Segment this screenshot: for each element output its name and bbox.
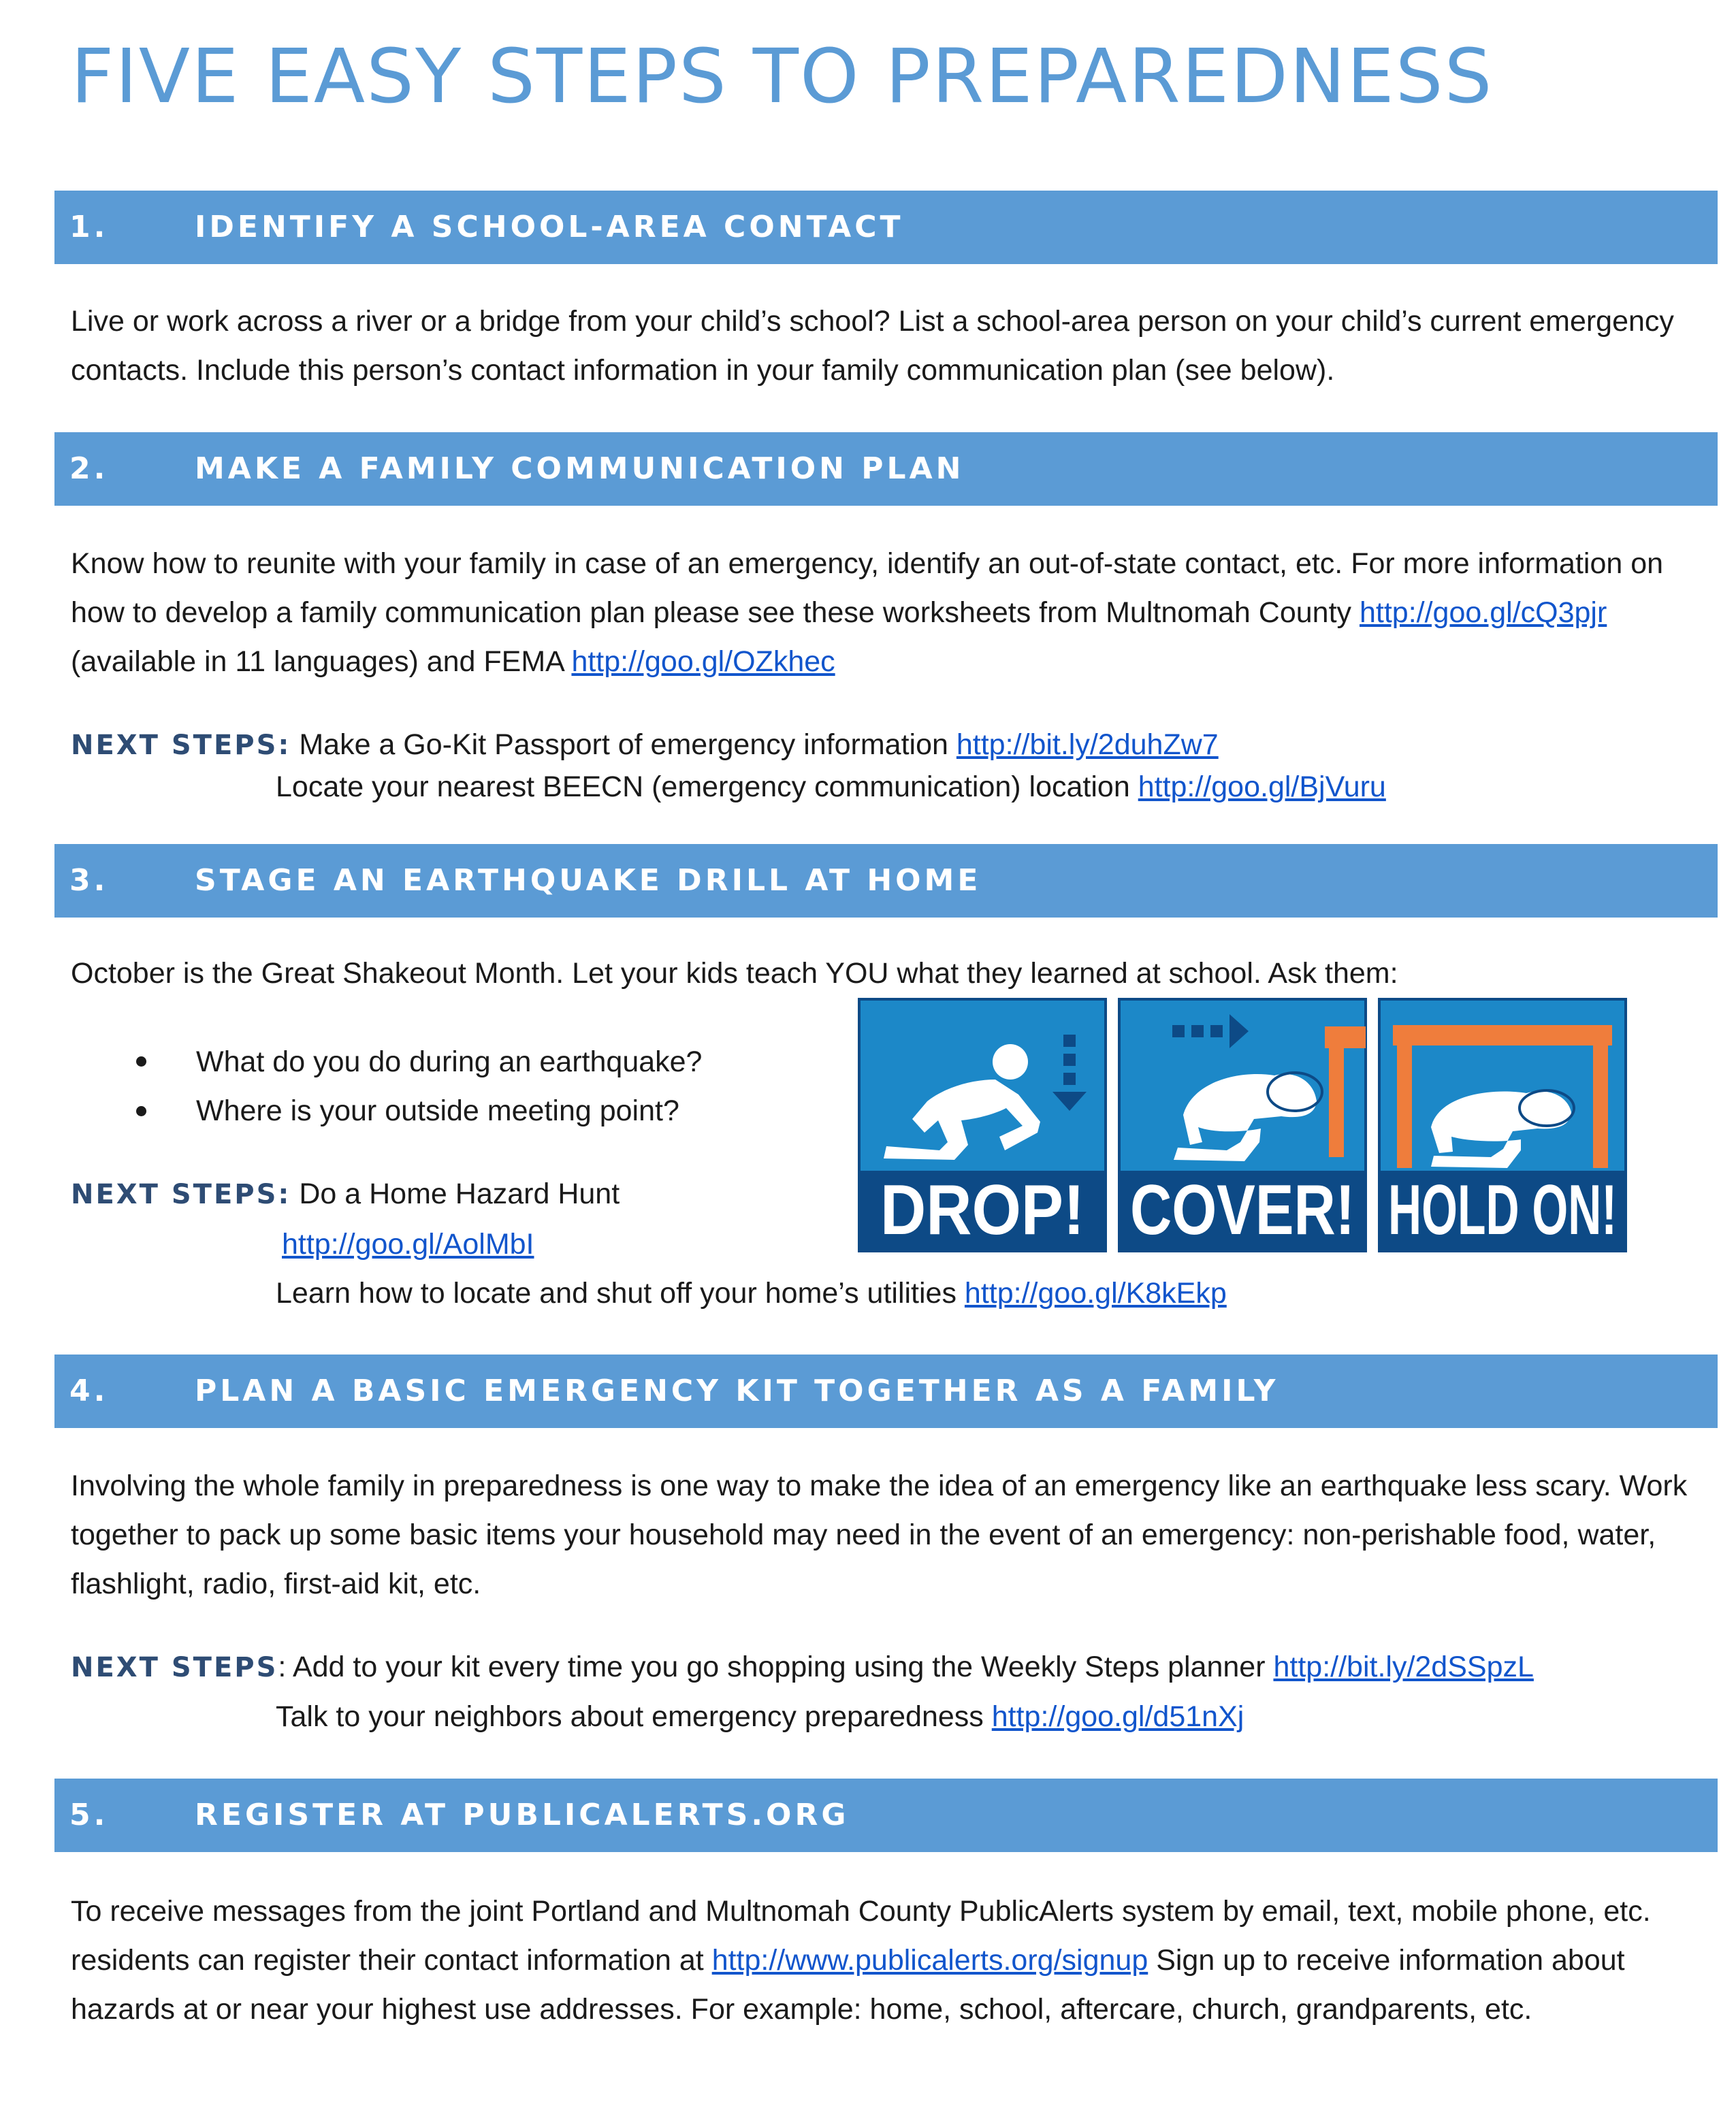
section-5-body-post: Sign up to receive information about hazards at or near your highest use addresses. For example: home, school, aftercare, church, grandparents, etc. xyxy=(71,1944,1625,2026)
section-3-header xyxy=(54,844,1718,918)
fema-link[interactable]: http://goo.gl/OZkhec xyxy=(571,645,835,678)
table-top-icon xyxy=(1393,1025,1612,1045)
next-step-text: Talk to your neighbors about emergency preparedness xyxy=(276,1700,992,1733)
table-leg-icon xyxy=(1397,1045,1412,1168)
section-2-header xyxy=(54,432,1718,506)
section-4-next-steps-1 xyxy=(71,1645,1534,1689)
section-5-header xyxy=(54,1779,1718,1852)
section-3-heading: STAGE AN EARTHQUAKE DRILL AT HOME xyxy=(195,863,982,898)
utilities-shutoff-link[interactable]: http://goo.gl/K8kEkp xyxy=(964,1277,1227,1310)
section-3-number: 3. xyxy=(69,863,109,898)
page-title: FIVE EASY STEPS TO PREPAREDNESS xyxy=(71,33,1494,120)
section-2-body-mid: (available in 11 languages) and FEMA xyxy=(71,645,572,678)
drop-cover-hold-on-graphic xyxy=(859,999,1626,1251)
next-steps-label: NEXT STEPS: xyxy=(71,730,291,761)
section-1-number: 1. xyxy=(69,210,109,244)
bullet-icon xyxy=(136,1056,146,1067)
section-3-next-steps-link xyxy=(282,1222,534,1266)
section-2-heading: MAKE A FAMILY COMMUNICATION PLAN xyxy=(195,451,965,486)
section-3-next-steps-1 xyxy=(71,1172,620,1216)
go-kit-passport-link[interactable]: http://bit.ly/2duhZw7 xyxy=(956,728,1219,761)
neighbors-preparedness-link[interactable]: http://goo.gl/d51nXj xyxy=(991,1700,1244,1733)
next-step-text: Make a Go-Kit Passport of emergency information xyxy=(299,728,957,761)
next-step-text: Do a Home Hazard Hunt xyxy=(299,1178,620,1210)
section-1-heading: IDENTIFY A SCHOOL-AREA CONTACT xyxy=(195,210,904,244)
section-5-heading: REGISTER AT PUBLICALERTS.ORG xyxy=(195,1798,850,1832)
section-2-next-steps-1 xyxy=(71,723,1219,767)
section-5-body-text: To receive messages from the joint Portland and Multnomah County PublicAlerts system by email, text, mobile phone, etc. residents can register their contact information at xyxy=(71,1895,1651,1977)
section-2-next-steps-2 xyxy=(276,765,1386,809)
section-2-number: 2. xyxy=(69,451,109,486)
hold-on-label: HOLD ON! xyxy=(1388,1171,1617,1250)
section-4-next-steps-2 xyxy=(276,1695,1244,1738)
section-2-body xyxy=(71,539,1718,686)
section-4-heading: PLAN A BASIC EMERGENCY KIT TOGETHER AS A FAMILY xyxy=(195,1374,1279,1408)
section-3-next-steps-2 xyxy=(276,1271,1227,1315)
next-step-text: Learn how to locate and shut off your home’s utilities xyxy=(276,1277,965,1310)
hold-on-panel xyxy=(1379,999,1626,1251)
publicalerts-signup-link[interactable]: http://www.publicalerts.org/signup xyxy=(711,1944,1148,1977)
table-leg-icon xyxy=(1593,1045,1608,1168)
section-4-header xyxy=(54,1355,1718,1428)
bullet-item-1: What do you do during an earthquake? xyxy=(196,1045,703,1078)
next-steps-colon: : xyxy=(278,1651,287,1683)
weekly-steps-planner-link[interactable]: http://bit.ly/2dSSpzL xyxy=(1273,1651,1534,1683)
section-5-body xyxy=(71,1887,1718,2034)
section-1-header xyxy=(54,191,1718,264)
next-step-text: Locate your nearest BEECN (emergency communication) location xyxy=(276,771,1138,803)
beecn-location-link[interactable]: http://goo.gl/BjVuru xyxy=(1138,771,1386,803)
section-3-body: October is the Great Shakeout Month. Let your kids teach YOU what they learned at school. Ask them: xyxy=(71,957,1398,990)
next-steps-label: NEXT STEPS: xyxy=(71,1179,291,1210)
next-steps-label: NEXT STEPS xyxy=(71,1652,278,1683)
section-2-body-text: Know how to reunite with your family in case of an emergency, identify an out-of-state contact, etc. For more information on how to develop a family communication plan please see these worksheets from Multnomah County xyxy=(71,547,1664,629)
cover-panel xyxy=(1119,999,1366,1251)
cover-label: COVER! xyxy=(1130,1171,1355,1250)
bullet-icon xyxy=(136,1106,146,1116)
section-1-body: Live or work across a river or a bridge from your child’s school? List a school-area person on your child’s current emergency contacts. Include this person’s contact information in your family communication plan (see below). xyxy=(71,305,1674,387)
next-step-text: Add to your kit every time you go shopping using the Weekly Steps planner xyxy=(292,1651,1274,1683)
section-4-body: Involving the whole family in preparedness is one way to make the idea of an emergency like an earthquake less scary. Work together to pack up some basic items your household may need in the event of an emergency: non-perishable food, water, flashlight, radio, first-aid kit, etc. xyxy=(71,1470,1688,1600)
section-5-number: 5. xyxy=(69,1798,109,1832)
table-leg-icon xyxy=(1329,1048,1344,1157)
home-hazard-hunt-link[interactable]: http://goo.gl/AolMbI xyxy=(282,1228,534,1261)
section-4-number: 4. xyxy=(69,1374,109,1408)
drop-panel xyxy=(859,999,1106,1251)
drop-label: DROP! xyxy=(880,1171,1084,1250)
table-top-icon xyxy=(1325,1026,1366,1048)
multnomah-worksheet-link[interactable]: http://goo.gl/cQ3pjr xyxy=(1359,596,1607,629)
bullet-item-2: Where is your outside meeting point? xyxy=(196,1094,679,1127)
